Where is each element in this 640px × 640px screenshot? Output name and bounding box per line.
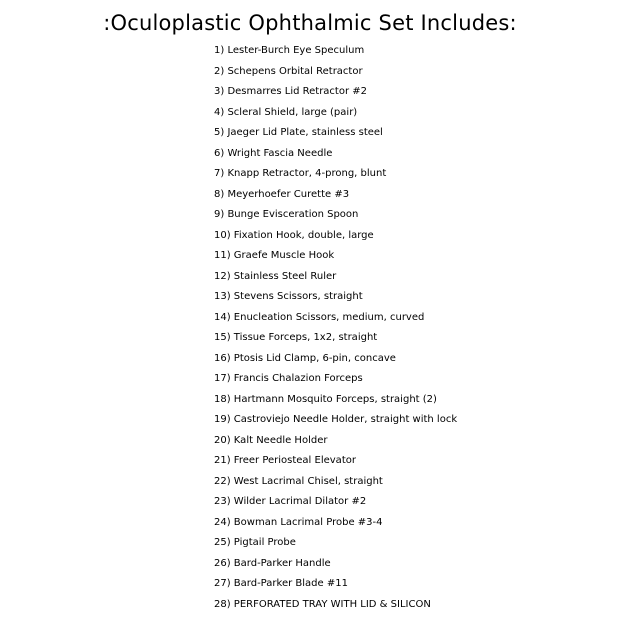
list-item: 19) Castroviejo Needle Holder, straight with lock: [214, 414, 458, 425]
list-item: 18) Hartmann Mosquito Forceps, straight (2): [214, 393, 437, 405]
list-item: 5) Jaeger Lid Plate, stainless steel: [214, 127, 383, 138]
list-item: 7) Knapp Retractor, 4-prong, blunt: [214, 168, 387, 179]
list-item: 28) PERFORATED TRAY WITH LID & SILICON: [214, 598, 431, 610]
list-item: 23) Wilder Lacrimal Dilator #2: [214, 496, 367, 507]
list-item: 20) Kalt Needle Holder: [214, 434, 328, 446]
list-item: 13) Stevens Scissors, straight: [214, 291, 363, 302]
list-item: 14) Enucleation Scissors, medium, curved: [214, 311, 425, 323]
list-item: 1) Lester-Burch Eye Speculum: [214, 45, 365, 56]
list-item: 16) Ptosis Lid Clamp, 6-pin, concave: [214, 352, 396, 364]
list-item: 17) Francis Chalazion Forceps: [214, 373, 363, 384]
page-title: :Oculoplastic Ophthalmic Set Includes:: [103, 11, 517, 35]
instrument-list: [214, 41, 457, 615]
list-item: 9) Bunge Evisceration Spoon: [214, 209, 359, 220]
list-item: 22) West Lacrimal Chisel, straight: [214, 475, 383, 487]
list-item: 2) Schepens Orbital Retractor: [214, 65, 363, 77]
list-item: 12) Stainless Steel Ruler: [214, 270, 337, 282]
list-item: 11) Graefe Muscle Hook: [214, 250, 335, 261]
list-item: 15) Tissue Forceps, 1x2, straight: [214, 332, 378, 343]
list-item: 10) Fixation Hook, double, large: [214, 229, 374, 241]
list-item: 25) Pigtail Probe: [214, 537, 296, 548]
list-item: 27) Bard-Parker Blade #11: [214, 578, 348, 589]
list-item: 24) Bowman Lacrimal Probe #3-4: [214, 516, 383, 528]
list-item: 26) Bard-Parker Handle: [214, 557, 331, 569]
list-item: 6) Wright Fascia Needle: [214, 147, 333, 159]
list-item: 8) Meyerhoefer Curette #3: [214, 188, 350, 200]
list-item: 21) Freer Periosteal Elevator: [214, 455, 356, 466]
list-item: 4) Scleral Shield, large (pair): [214, 106, 358, 118]
list-item: 3) Desmarres Lid Retractor #2: [214, 86, 367, 97]
